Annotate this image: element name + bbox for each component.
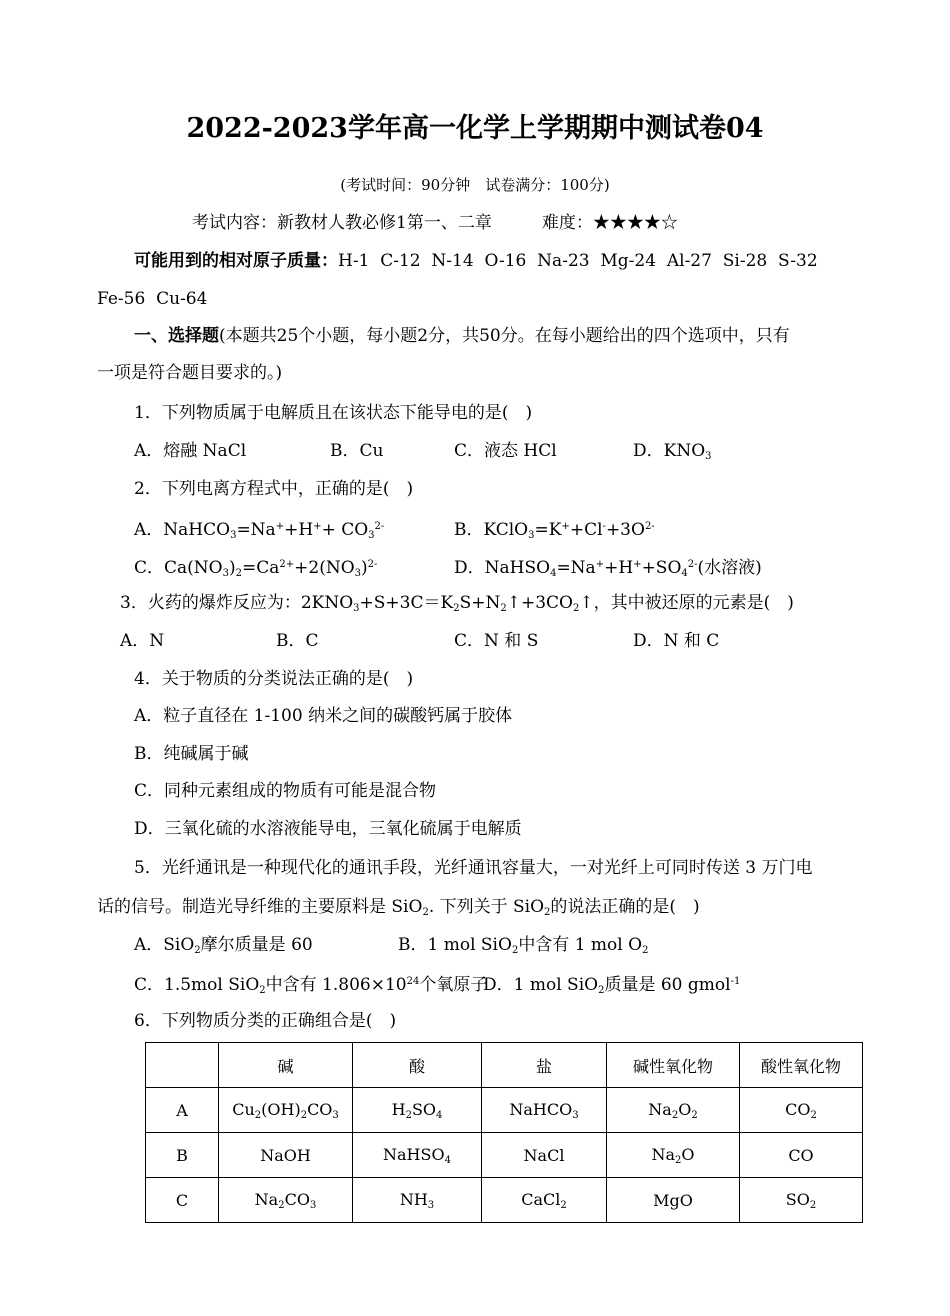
- q5-stem-1: 5．光纤通讯是一种现代化的通讯手段，光纤通讯容量大，一对光纤上可同时传送 3 万门电: [134, 858, 813, 878]
- q2-option-b: B．$KClO_3=K^++Cl^-+3O^{2-}$: [454, 520, 655, 541]
- table-cell: CO: [740, 1133, 863, 1178]
- table-header: 盐: [482, 1043, 607, 1088]
- q4-option-c: C．同种元素组成的物质有可能是混合物: [134, 781, 437, 801]
- atomic-mass-label: 可能用到的相对原子质量：: [134, 251, 338, 271]
- q4-stem: 4．关于物质的分类说法正确的是( ): [134, 669, 414, 689]
- q4-option-a: A．粒子直径在 1-100 纳米之间的碳酸钙属于胶体: [134, 706, 513, 726]
- table-cell: $Na_2O_2$: [607, 1088, 740, 1133]
- q1-stem: 1．下列物质属于电解质且在该状态下能导电的是( ): [134, 403, 533, 423]
- q3-option-b: B．C: [276, 631, 319, 651]
- q1-option-d: D．$KNO_3$: [633, 441, 712, 462]
- q3-option-c: C．N 和 S: [454, 631, 539, 651]
- content-line: [192, 212, 678, 234]
- q1-option-b: B．Cu: [330, 441, 384, 461]
- table-header-row: [146, 1043, 863, 1088]
- section-heading-line: [134, 325, 790, 347]
- q4-option-d: D．三氧化硫的水溶液能导电，三氧化硫属于电解质: [134, 819, 522, 839]
- table-cell: $H_2SO_4$: [353, 1088, 482, 1133]
- table-cell: $SO_2$: [740, 1178, 863, 1223]
- table-header: 酸: [353, 1043, 482, 1088]
- q3-stem: 3．火药的爆炸反应为：$2KNO_3+S+3C=K_2S+N_2↑+3CO_2↑$，其中被还原的元素是( ): [120, 593, 794, 614]
- q5-stem-2: 话的信号。制造光导纤维的主要原料是 SiO$_2$. 下列关于 SiO$_2$的说法正确的是( ): [97, 897, 700, 918]
- section-heading: 一、选择题: [134, 326, 219, 346]
- table-header: 碱: [219, 1043, 353, 1088]
- q3-option-a: A．N: [120, 631, 165, 651]
- atomic-mass-values-2: Fe-56 Cu-64: [97, 289, 208, 309]
- exam-info: (考试时间：90分钟 试卷满分：100分): [340, 176, 610, 194]
- table-row: [146, 1133, 863, 1178]
- table-header: 碱性氧化物: [607, 1043, 740, 1088]
- content-text: 考试内容：新教材人教必修1第一、二章: [192, 213, 492, 233]
- table-cell: $CO_2$: [740, 1088, 863, 1133]
- section-desc-2: 一项是符合题目要求的。): [97, 363, 283, 383]
- q5-option-a: A．SiO$_2$摩尔质量是 60: [134, 935, 313, 956]
- q3-option-d: D．N 和 C: [633, 631, 720, 651]
- atomic-mass-values: H-1 C-12 N-14 O-16 Na-23 Mg-24 Al-27 Si-28 S-32: [338, 251, 818, 271]
- q5-option-c: C．1.5mol SiO$_2$中含有 $1.806\times 10^{24}$个氧原子: [134, 975, 488, 996]
- table-cell: CaCl$_2$: [482, 1178, 607, 1223]
- table-cell: $Na_2O$: [607, 1133, 740, 1178]
- section-desc: (本题共25个小题，每小题2分，共50分。在每小题给出的四个选项中，只有: [219, 326, 790, 346]
- table-header: [146, 1043, 219, 1088]
- q4-option-b: B．纯碱属于碱: [134, 744, 249, 764]
- table-cell: NaHCO$_3$: [482, 1088, 607, 1133]
- q1-option-c: C．液态 HCl: [454, 441, 557, 461]
- q2-option-c: C．$Ca(NO_3)_2=Ca^{2+}+2(NO_3)^{2-}$: [134, 558, 378, 579]
- table-cell: NaCl: [482, 1133, 607, 1178]
- q2-option-d: D．$NaHSO_4=Na^++H^++SO_4^{2-}$(水溶液): [454, 558, 762, 579]
- atomic-mass-line: [134, 250, 818, 272]
- q5-option-b: B．1 mol SiO$_2$中含有 1 mol $O_2$: [398, 935, 649, 956]
- table-row: [146, 1178, 863, 1223]
- table-cell: $Cu_2(OH)_2CO_3$: [219, 1088, 353, 1133]
- table-header: 酸性氧化物: [740, 1043, 863, 1088]
- table-cell: MgO: [607, 1178, 740, 1223]
- table-cell: NaOH: [219, 1133, 353, 1178]
- q2-option-a: A．NaHCO$_3$=Na++H++ $CO_3^{2-}$: [134, 520, 385, 541]
- q2-stem: 2．下列电离方程式中，正确的是( ): [134, 479, 414, 499]
- q1-option-a: A．熔融 NaCl: [134, 441, 247, 461]
- table-cell: B: [146, 1133, 219, 1178]
- q5-option-d: D．1 mol SiO$_2$质量是 60 gmol$^{-1}$: [483, 975, 741, 996]
- table-cell: C: [146, 1178, 219, 1223]
- page-title: 2022-2023学年高一化学上学期期中测试卷04: [186, 113, 764, 144]
- table-cell: $Na_2CO_3$: [219, 1178, 353, 1223]
- q6-stem: 6．下列物质分类的正确组合是( ): [134, 1011, 397, 1031]
- table-cell: A: [146, 1088, 219, 1133]
- table-row: [146, 1088, 863, 1133]
- table-cell: NaHSO$_4$: [353, 1133, 482, 1178]
- classification-table: [145, 1042, 863, 1223]
- table-cell: $NH_3$: [353, 1178, 482, 1223]
- difficulty: 难度：★★★★☆: [541, 213, 678, 233]
